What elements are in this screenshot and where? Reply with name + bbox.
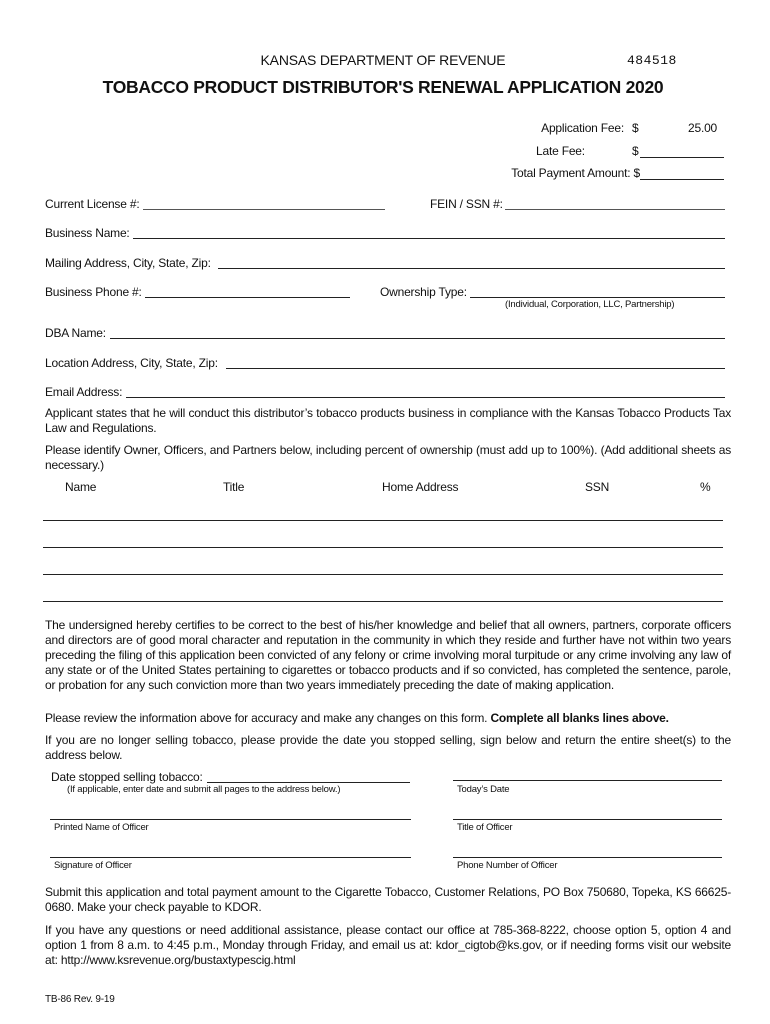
dba-name-label: DBA Name: <box>45 326 106 340</box>
compliance-statement: Applicant states that he will conduct this distributor’s tobacco products business in compliance with the Kansas Tobacco Products Tax Law and Regulations. <box>45 406 731 435</box>
column-header-title: Title <box>223 480 245 494</box>
current-license-field[interactable] <box>143 209 385 210</box>
submit-instructions: Submit this application and total payment amount to the Cigarette Tobacco, Customer Relations, PO Box 750680, Topeka, KS 66625-0680. Make your check payable to KDOR. <box>45 885 731 914</box>
column-header-ssn: SSN <box>585 480 610 494</box>
date-stopped-field[interactable] <box>207 782 410 783</box>
email-address-field[interactable] <box>126 397 725 398</box>
mailing-address-field[interactable] <box>218 268 725 269</box>
ownership-type-note: (Individual, Corporation, LLC, Partnership) <box>505 299 675 310</box>
business-phone-field[interactable] <box>145 297 350 298</box>
total-payment-field[interactable] <box>640 179 724 180</box>
late-fee-label: Late Fee: <box>536 144 585 158</box>
form-code: 484518 <box>627 53 677 68</box>
late-fee-field[interactable] <box>640 157 724 158</box>
application-fee-label: Application Fee: <box>541 121 624 135</box>
location-address-field[interactable] <box>226 368 725 369</box>
date-stopped-label: Date stopped selling tobacco: <box>51 770 203 784</box>
todays-date-field[interactable] <box>453 780 722 781</box>
fein-ssn-field[interactable] <box>505 209 725 210</box>
dollar-sign: $ <box>632 121 639 135</box>
application-fee-value: 25.00 <box>688 121 718 135</box>
dollar-sign: $ <box>632 144 639 158</box>
certification-text: The undersigned hereby certifies to be correct to the best of his/her knowledge and belief that all owners, partners, corporate officers and directors are of good moral character and reputation in the community in which they reside and further have not within two years preceding the filing of this application been convicted of any felony or crime involving moral turpitude or any crime involving any law of any state or of the United States pertaining to cigarettes or tobacco products and if so convicted, has completed the sentence, parole, or probation for any such conviction more than two years immediately preceding the date of making application. <box>45 618 731 692</box>
total-payment-label: Total Payment Amount: $ <box>511 166 640 180</box>
phone-officer-label: Phone Number of Officer <box>457 860 558 871</box>
review-text: Please review the information above for accuracy and make any changes on this form. <box>45 711 491 725</box>
owner-row-4[interactable] <box>43 601 723 602</box>
stopped-selling-instructions: If you are no longer selling tobacco, please provide the date you stopped selling, sign below and return the entire sheet(s) to the address below. <box>45 733 731 762</box>
column-header-home-address: Home Address <box>382 480 459 494</box>
owner-row-1[interactable] <box>43 520 723 521</box>
email-address-label: Email Address: <box>45 385 123 399</box>
form-revision: TB-86 Rev. 9-19 <box>45 994 115 1005</box>
location-address-label: Location Address, City, State, Zip: <box>45 356 218 370</box>
date-stopped-note: (If applicable, enter date and submit all pages to the address below.) <box>67 784 341 795</box>
ownership-type-field[interactable] <box>470 297 725 298</box>
contact-information: If you have any questions or need additional assistance, please contact our office at 785-368-8222, choose option 5, option 4 and option 1 from 8 a.m. to 4:45 p.m., Monday through Friday, and email us at: kdor_cigtob@ks.gov, or if needing forms visit our website at: http://www.ksrevenue.org/bustaxtypescig.html <box>45 923 731 967</box>
business-phone-label: Business Phone #: <box>45 285 142 299</box>
fein-ssn-label: FEIN / SSN #: <box>430 197 503 211</box>
review-instructions <box>45 711 731 726</box>
page-title: TOBACCO PRODUCT DISTRIBUTOR'S RENEWAL APPLICATION 2020 <box>102 77 664 97</box>
phone-officer-field[interactable] <box>453 857 722 858</box>
dba-name-field[interactable] <box>110 338 725 339</box>
column-header-percent: % <box>700 480 711 494</box>
signature-field[interactable] <box>50 857 411 858</box>
review-bold-text: Complete all blanks lines above. <box>490 711 669 725</box>
printed-name-field[interactable] <box>50 819 411 820</box>
owner-row-2[interactable] <box>43 547 723 548</box>
agency-name: KANSAS DEPARTMENT OF REVENUE <box>260 52 506 68</box>
signature-label: Signature of Officer <box>54 860 132 871</box>
current-license-label: Current License #: <box>45 197 140 211</box>
title-officer-label: Title of Officer <box>457 822 513 833</box>
title-officer-field[interactable] <box>453 819 722 820</box>
printed-name-label: Printed Name of Officer <box>54 822 149 833</box>
business-name-label: Business Name: <box>45 226 130 240</box>
owner-row-3[interactable] <box>43 574 723 575</box>
mailing-address-label: Mailing Address, City, State, Zip: <box>45 256 211 270</box>
todays-date-label: Today’s Date <box>457 784 510 795</box>
column-header-name: Name <box>65 480 97 494</box>
ownership-type-label: Ownership Type: <box>380 285 467 299</box>
business-name-field[interactable] <box>133 238 725 239</box>
identify-owners-instructions: Please identify Owner, Officers, and Partners below, including percent of ownership (must add up to 100%). (Add additional sheets as necessary.) <box>45 443 731 472</box>
